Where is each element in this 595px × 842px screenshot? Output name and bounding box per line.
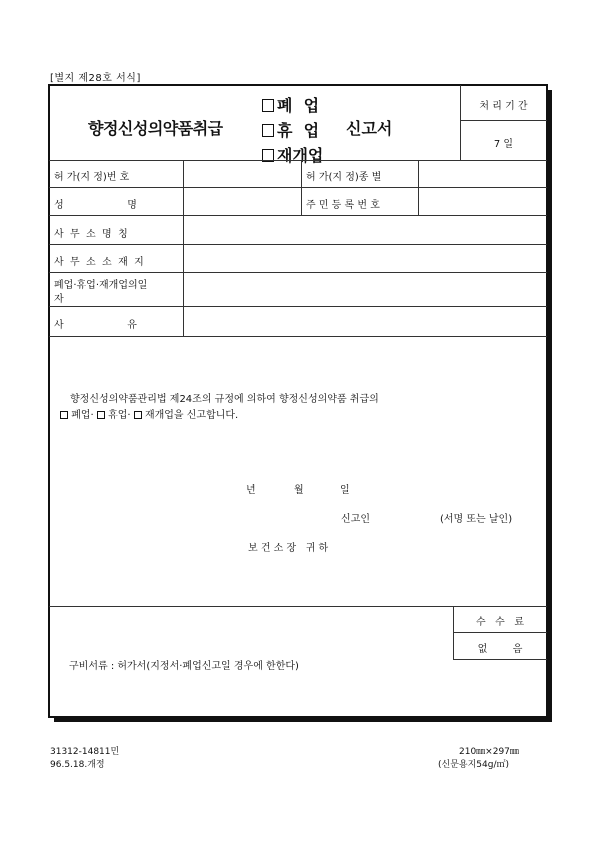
fee-top-rule bbox=[49, 606, 547, 607]
date-year-label: 년 bbox=[246, 485, 256, 496]
applicant-label: 신고인 bbox=[341, 514, 370, 525]
label-date-line2: 자 bbox=[54, 294, 64, 305]
label-office-address: 사 무 소 소 재 지 bbox=[54, 257, 144, 268]
frame-shadow-bottom bbox=[54, 718, 552, 722]
checkbox-statement-closure[interactable] bbox=[60, 411, 68, 419]
form-number-tag: [별지 제28호 서식] bbox=[50, 73, 141, 84]
statement bbox=[60, 392, 540, 424]
footer-paper-type: (신문용지54g/㎡) bbox=[438, 760, 509, 770]
field-permit-number[interactable] bbox=[184, 161, 300, 186]
field-office-address[interactable] bbox=[184, 245, 546, 271]
footer-form-code: 31312-14811민 bbox=[50, 747, 120, 757]
date-day-label: 일 bbox=[340, 485, 350, 496]
field-resident-number[interactable] bbox=[419, 188, 546, 214]
form-title-suffix: 신고서 bbox=[346, 119, 393, 138]
processing-label: 처 리 기 간 bbox=[479, 101, 528, 112]
addressee: 보 건 소 장 귀 하 bbox=[248, 543, 329, 554]
field-office-name[interactable] bbox=[184, 216, 546, 243]
checkbox-suspension[interactable] bbox=[262, 124, 274, 137]
checkbox-statement-suspension[interactable] bbox=[97, 411, 105, 419]
label-permit-type: 허 가(지 정)종 별 bbox=[306, 172, 382, 183]
title-option-closure: 폐 업 bbox=[262, 93, 323, 118]
fee-label: 수 수 료 bbox=[475, 617, 525, 628]
field-reason[interactable] bbox=[184, 307, 546, 335]
label-name: 성 명 bbox=[54, 200, 137, 211]
label-resident-number: 주 민 등 록 번 호 bbox=[306, 200, 380, 211]
statement-line1: 향정신성의약품관리법 제24조의 규정에 의하여 향정신성의약품 취급의 bbox=[70, 394, 379, 405]
field-name[interactable] bbox=[184, 188, 300, 214]
checkbox-closure[interactable] bbox=[262, 99, 274, 112]
checkbox-statement-reopen[interactable] bbox=[134, 411, 142, 419]
statement-line2: 폐업· 휴업· 재개업을 신고합니다. bbox=[60, 408, 540, 424]
field-permit-type[interactable] bbox=[419, 161, 546, 186]
table-column-rule bbox=[301, 160, 302, 215]
required-documents: 구비서류 : 허가서(지정서·폐업신고일 경우에 한한다) bbox=[69, 661, 299, 672]
frame-shadow-right bbox=[548, 90, 552, 722]
processing-value: 7 일 bbox=[493, 139, 514, 150]
signature-note: (서명 또는 날인) bbox=[440, 514, 513, 525]
table-rule bbox=[49, 336, 547, 337]
title-option-reopen: 재개업 bbox=[262, 143, 323, 168]
title-option-suspension: 휴 업 bbox=[262, 118, 323, 143]
label-date-line1: 폐업·휴업·재개업의일 bbox=[54, 280, 148, 291]
label-office-name: 사 무 소 명 칭 bbox=[54, 229, 128, 240]
field-date[interactable] bbox=[184, 273, 546, 305]
footer-revision: 96.5.18.개정 bbox=[50, 760, 105, 770]
label-reason: 사 유 bbox=[54, 320, 137, 331]
fee-bottom-rule bbox=[453, 659, 547, 660]
fee-rule bbox=[453, 632, 547, 633]
processing-rule bbox=[460, 120, 547, 121]
form-title-main: 향정신성의약품취급 bbox=[88, 119, 223, 138]
title-options bbox=[262, 93, 324, 165]
date-month-label: 월 bbox=[294, 485, 304, 496]
label-permit-number: 허 가(지 정)번 호 bbox=[54, 172, 130, 183]
fee-value: 없 음 bbox=[477, 644, 523, 655]
signature-field[interactable] bbox=[384, 506, 434, 522]
footer-paper-size: 210㎜×297㎜ bbox=[459, 747, 519, 757]
